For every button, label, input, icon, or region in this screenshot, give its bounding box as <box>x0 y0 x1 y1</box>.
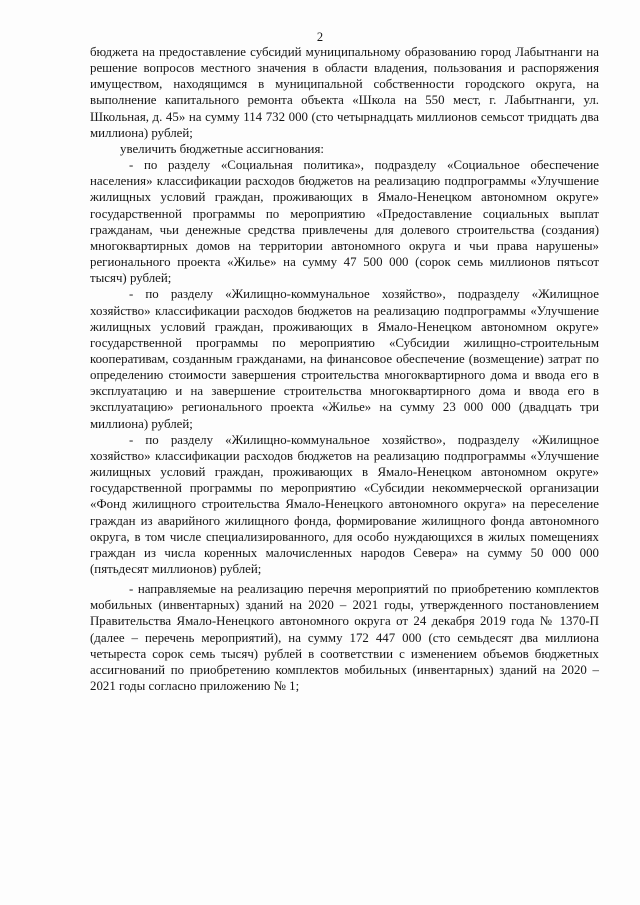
paragraph-increase-allocations: увеличить бюджетные ассигнования: <box>120 141 324 156</box>
paragraph-mobile-buildings: - направляемые на реализацию перечня мероприятий по приобретению комплектов мобильных (инвентарных) зданий на 2020 – 2021 годы, утвержденного постановлением Правительства Ямало-Ненецкого автономного округа от 24 декабря 2019 года № 1370-П (далее – перечень мероприятий), на сумму 172 447 000 (сто семьдесят два миллиона четыреста сорок семь тысяч) рублей в соответствии с изменением объемов бюджетных ассигнований по приобретению комплектов мобильных (инвентарных) зданий на 2020 – 2021 годы согласно приложению № 1; <box>90 582 599 694</box>
paragraph-housing-fund: - по разделу «Жилищно-коммунальное хозяйство», подразделу «Жилищное хозяйство» классификации расходов бюджетов на реализацию подпрограммы «Улучшение жилищных условий граждан, проживающих в Ямало-Ненецком автономном округе» государственной программы по мероприятию «Субсидии некоммерческой организации «Фонд жилищного строительства Ямало-Ненецкого автономного округа» на переселение граждан из аварийного жилищного фонда, формирование жилищного фонда автономного округа, в том числе специализированного, для особо нуждающихся в жилых помещениях граждан из числа коренных малочисленных народов Севера» на сумму 50 000 000 (пятьдесят миллионов) рублей; <box>90 432 599 576</box>
paragraph-social-policy: - по разделу «Социальная политика», подразделу «Социальное обеспечение населения» классификации расходов бюджетов на реализацию подпрограммы «Улучшение жилищных условий граждан, проживающих в Ямало-Ненецком автономном округе» государственной программы по мероприятию «Предоставление социальных выплат гражданам, чьи денежные средства привлечены для долевого строительства (создания) многоквартирных домов на территории автономного округа и чьи права нарушены» регионального проекта «Жилье» на сумму 47 500 000 (сорок семь миллионов пятьсот тысяч) рублей; <box>90 158 599 286</box>
page-number: 2 <box>316 30 324 44</box>
paragraph-housing-cooperatives: - по разделу «Жилищно-коммунальное хозяйство», подразделу «Жилищное хозяйство» классификации расходов бюджетов на реализацию подпрограммы «Улучшение жилищных условий граждан, проживающих в Ямало-Ненецком автономном округе» государственной программы по мероприятию «Субсидии жилищно-строительным кооперативам, созданным гражданами, на финансовое обеспечение (возмещение) затрат по определению стоимости завершения строительства многоквартирного дома и ввода его в эксплуатацию и на завершение строительства многоквартирного дома и ввода его в эксплуатацию» регионального проекта «Жилье» на сумму 23 000 000 (двадцать три миллиона) рублей; <box>90 287 599 431</box>
document-body <box>90 44 599 694</box>
paragraph-school-repair: бюджета на предоставление субсидий муниципальному образованию город Лабытнанги на решение вопросов местного значения в области владения, пользования и распоряжения имуществом, находящимся в муниципальной собственности городского округа, на выполнение капитального ремонта объекта «Школа на 550 мест, г. Лабытнанги, ул. Школьная, д. 45» на сумму 114 732 000 (сто четырнадцать миллионов семьсот тридцать два миллиона) рублей; <box>90 45 599 140</box>
